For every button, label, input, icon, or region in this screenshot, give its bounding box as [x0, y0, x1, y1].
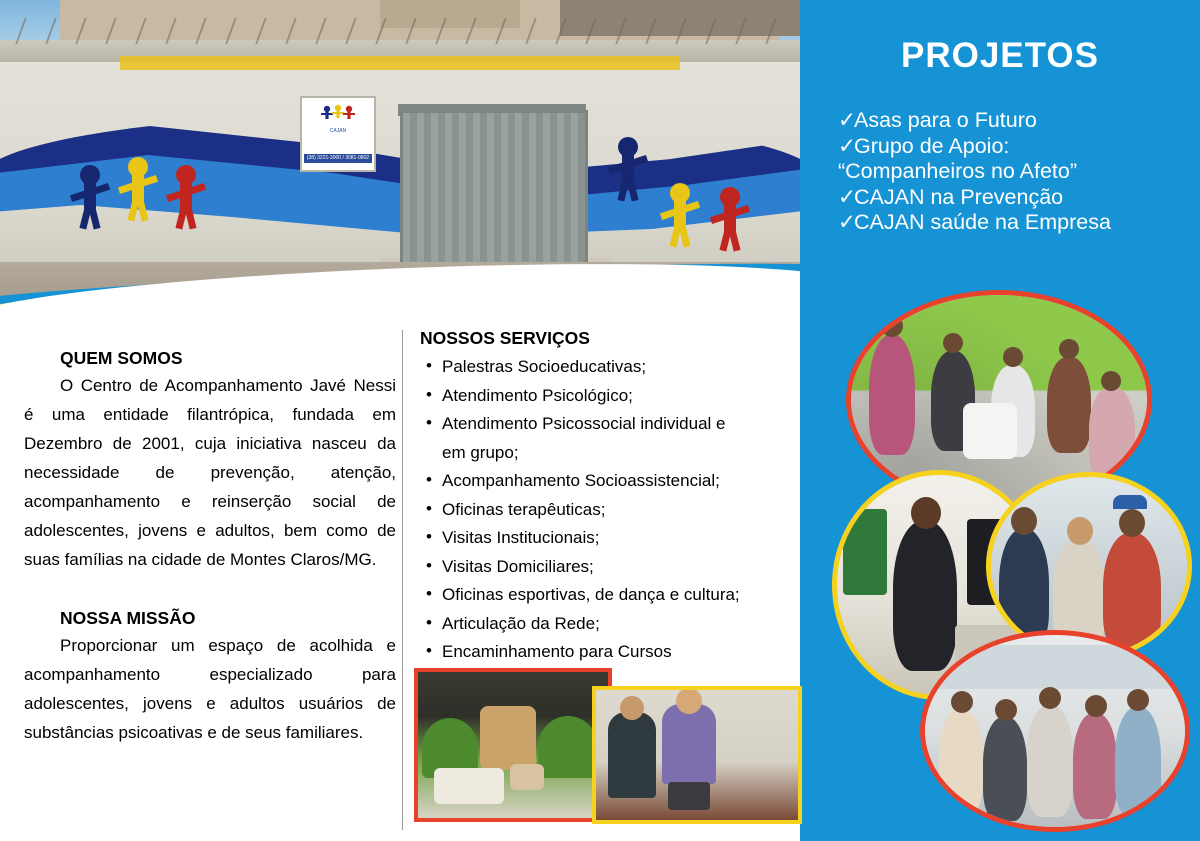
nossa-missao-heading: NOSSA MISSÃO [60, 608, 196, 628]
service-text-cont: em grupo; [442, 442, 519, 462]
figure-head [1127, 689, 1149, 711]
plastic-chair [963, 403, 1017, 459]
service-text: Atendimento Psicossocial individual e [442, 414, 726, 433]
figure-head [1039, 687, 1061, 709]
project-item [838, 210, 1188, 236]
service-item [420, 496, 796, 525]
plates-stack [434, 768, 504, 804]
figure [1073, 713, 1117, 819]
service-text: Visitas Domiciliares; [442, 556, 594, 576]
figure-left [608, 712, 656, 798]
sign-phone-bar [304, 154, 372, 163]
figure-head [911, 497, 941, 529]
cajan-logo-icon [320, 104, 356, 124]
service-text: Atendimento Psicológico; [442, 385, 633, 405]
photo-content [925, 635, 1185, 827]
nossa-missao-paragraph: Proporcionar um espaço de acolhida e acompanhamento especializado para adolescentes, jovens e adultos usuários de substâncias psicoativas e de seus familiares. [24, 636, 396, 742]
figure-head [951, 691, 973, 713]
service-text: Oficinas esportivas, de dança e cultura; [442, 585, 740, 604]
figure [939, 709, 983, 815]
check-icon: ✓ [838, 133, 857, 158]
figure-head [943, 333, 963, 353]
check-icon: ✓ [838, 108, 857, 132]
service-text: Articulação da Rede; [442, 613, 600, 633]
photo-handicraft-table [414, 668, 612, 822]
service-item [420, 524, 796, 553]
projects-title: PROJETOS [901, 36, 1099, 75]
check-icon: ✓ [838, 184, 857, 209]
photo-group-circle-activity [920, 630, 1190, 832]
ceiling [935, 645, 1175, 689]
flag [843, 509, 887, 595]
service-item [420, 610, 796, 639]
figure-head [1119, 509, 1145, 537]
middle-photos [414, 668, 794, 816]
figure-head [995, 699, 1017, 721]
green-wrap-2 [538, 716, 598, 778]
service-item [420, 467, 796, 496]
facility-sign [300, 96, 376, 172]
figure [1027, 705, 1073, 817]
figure-head [881, 315, 903, 337]
service-text: Encaminhamento para Cursos [442, 642, 672, 661]
quem-somos-paragraph: O Centro de Acompanhamento Javé Nessi é uma entidade filantrópica, fundada em Dezembro de 2001, cuja iniciativa nasceu da necessidade de prevenção, atenção, acompanhamento e reinserção social de adolescentes, jovens e adultos, bem como de suas famílias na cidade de Montes Claros/MG. [24, 376, 396, 569]
photo-content [991, 477, 1187, 655]
project-label: Grupo de Apoio: [854, 133, 1010, 158]
left-text-column [24, 348, 396, 747]
sign-acronym: CAJAN [329, 128, 347, 134]
services-column [420, 328, 796, 695]
projects-list [838, 108, 1188, 236]
figure-head [1085, 695, 1107, 717]
wall-yellow-stripe [120, 56, 680, 70]
figure [1103, 533, 1161, 653]
service-text: Oficinas terapêuticas; [442, 499, 606, 519]
figure-head [1059, 339, 1079, 359]
sign-phone: (38) 3221-3000 / 3081-0802 [306, 155, 370, 161]
check-icon: ✓ [838, 210, 857, 234]
figure-head [1011, 507, 1037, 535]
figure-head [1101, 371, 1121, 391]
service-item [420, 410, 796, 467]
service-item [420, 382, 796, 411]
photo-participants-talking [986, 472, 1192, 660]
figure [1089, 387, 1135, 481]
project-item [838, 185, 1188, 211]
project-label: Asas para o Futuro [854, 108, 1037, 132]
figure [983, 717, 1027, 821]
service-text: Visitas Institucionais; [442, 528, 600, 547]
project-item [838, 134, 1188, 185]
shorts [668, 782, 710, 810]
project-label: CAJAN na Prevenção [854, 184, 1064, 209]
figure [1115, 707, 1161, 817]
figure-right [662, 704, 716, 784]
service-text: Palestras Socioeducativas; [442, 357, 647, 376]
service-item [420, 581, 796, 610]
figure-head [620, 696, 644, 720]
cupcake [510, 764, 544, 790]
figure-head [1003, 347, 1023, 367]
service-item [420, 353, 796, 382]
figure [1047, 357, 1091, 453]
figure-head [676, 688, 702, 714]
project-item [838, 108, 1188, 134]
figure-head [1067, 517, 1093, 545]
section-gap [24, 574, 396, 608]
cap [1113, 495, 1147, 509]
razor-wire [0, 18, 800, 46]
service-item [420, 553, 796, 582]
service-text: Acompanhamento Socioassistencial; [442, 471, 720, 490]
nossos-servicos-heading: NOSSOS SERVIÇOS [420, 328, 590, 348]
figure [869, 335, 915, 455]
gift-basket [480, 706, 536, 770]
quem-somos-heading: QUEM SOMOS [60, 348, 183, 368]
photo-two-people-indoor [592, 686, 802, 824]
projects-panel [800, 0, 1200, 841]
project-sublabel: “Companheiros no Afeto” [838, 159, 1078, 183]
services-list [420, 353, 796, 695]
project-label: CAJAN saúde na Empresa [854, 210, 1111, 234]
column-divider [402, 330, 403, 830]
